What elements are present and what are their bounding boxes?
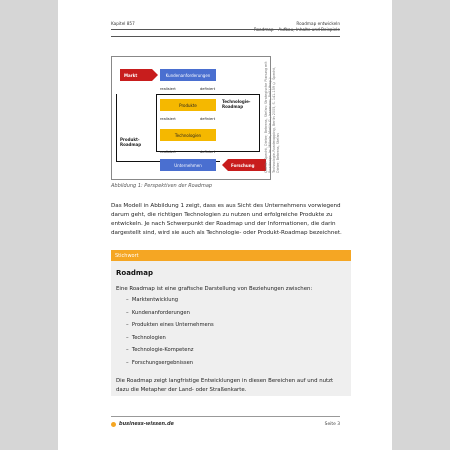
list-item-text: Produkten eines Unternehmens (131, 322, 214, 328)
list-item-text: Technologien (131, 334, 166, 341)
footer-logo[interactable] (111, 421, 174, 427)
list-item-text: Kundenanforderungen (131, 309, 190, 316)
list-item: – Technologie-Kompetenz (126, 347, 194, 353)
unternehmen-label: Unternehmen (174, 162, 202, 168)
stichwort-list (126, 297, 214, 372)
produkt-roadmap-label: Produkt-Roadmap (120, 137, 142, 147)
definiert-label-2: definiert (200, 117, 216, 121)
forschung-arrow (228, 159, 266, 171)
chapter-label: Kapitel 857 (111, 21, 135, 26)
markt-label: Markt (124, 72, 138, 78)
stichwort-title: Roadmap (116, 269, 153, 277)
realisiert-label-3: realisiert (160, 150, 176, 154)
kundenanforderungen-label: Kundenanforderungen (165, 72, 211, 78)
technologien-bar (160, 129, 216, 141)
figure-caption: Abbildung 1: Perspektiven der Roadmap (111, 183, 213, 189)
header-subtitle: Roadmap – Aufbau, Inhalte und Beispiele (253, 27, 340, 32)
list-item-text: Technologie-Kompetenz (131, 347, 194, 353)
body-paragraph: Das Modell in Abbildung 1 zeigt, dass es aus Sicht des Unternehmens vorwiegend darum geht, die richtigen Technologien zu nutzen und erfolgreiche Produkte zu entwickeln. Je nach Schwerpunkt der Roadmap und der Informationen, die darin dargestellt sind, wird sie auch als Technologie- oder Produkt-Roadmap bezeichnet. (111, 203, 342, 236)
document-page (58, 0, 392, 450)
list-item: – Forschungsergebnissen (126, 359, 194, 366)
header-divider-2 (111, 36, 340, 37)
stichwort-intro: Eine Roadmap ist eine grafische Darstellung von Beziehungen zwischen: (116, 286, 313, 292)
technologien-label: Technologien (174, 132, 202, 138)
header-right (254, 21, 340, 33)
markt-arrow-head (152, 69, 158, 81)
list-item: – Technologien (126, 334, 166, 341)
roadmap-figure (111, 56, 280, 180)
realisiert-label-1: realisiert (160, 87, 176, 91)
produkte-bar (160, 99, 216, 111)
page-number: Seite 3 (324, 422, 340, 427)
header-divider (111, 29, 340, 30)
stichwort-box (111, 250, 351, 396)
stichwort-heading: Stichwort (115, 252, 139, 259)
unternehmen-bar (160, 159, 216, 171)
list-item: – Marktentwicklung (126, 297, 179, 303)
list-item: – Kundenanforderungen (126, 309, 190, 316)
forschung-label: Forschung (231, 162, 255, 168)
produkte-label: Produkte (179, 102, 197, 108)
header-title: Roadmap entwickeln (296, 21, 340, 26)
definiert-label-3: definiert (200, 150, 216, 154)
stichwort-header (111, 250, 351, 261)
technologie-roadmap-label: Technologie-Roadmap (222, 99, 251, 109)
kundenanforderungen-bar (160, 69, 216, 81)
definiert-label-1: definiert (200, 87, 216, 91)
stichwort-outro: Die Roadmap zeigt langfristige Entwicklungen in diesen Bereichen auf und nutzt dazu die Metapher der Land- oder Straßenkarte. (116, 378, 334, 393)
footer-divider (111, 416, 340, 417)
list-item-text: Forschungsergebnissen (131, 359, 194, 366)
markt-arrow (120, 69, 152, 81)
footer-logo-text: business-wissen.de (119, 421, 174, 427)
realisiert-label-2: realisiert (160, 117, 176, 121)
list-item-text: Marktentwicklung (131, 297, 179, 303)
figure-credits: Quelle: Specht, Dieter; Behrens, Stefan: Strategische Planung mit Roadmaps. In: Möhrle, Martin G.; Isenmann, Ralf (Hrsg.): Technologie-Roadmapping, Berlin 2005, S. 141-159 © Specht, Dieter; Behrens, Stefan (264, 61, 280, 173)
list-item: – Produkten eines Unternehmens (126, 322, 214, 328)
logo-dot-icon (111, 422, 116, 427)
